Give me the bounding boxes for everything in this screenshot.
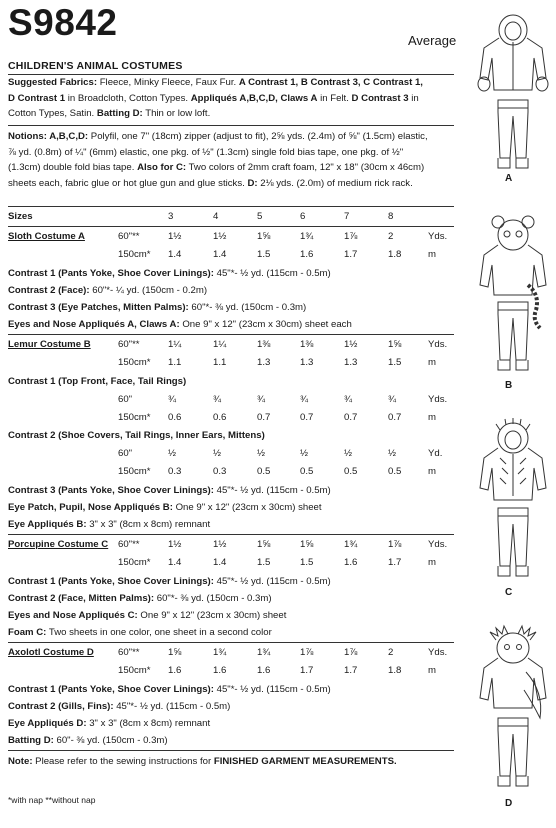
porcupine-foam: Foam C: Two sheets in one color, one sheet in a second color: [8, 627, 272, 638]
lemur-contrast-2: Contrast 2 (Shoe Covers, Tail Rings, Inner Ears, Mittens): [8, 430, 265, 441]
figure-label-a: A: [505, 173, 513, 184]
sloth-costume-illustration: [470, 8, 556, 178]
porcupine-yardage-row-2: 150cm* 1.4 1.4 1.5 1.5 1.6 1.7 m: [118, 557, 436, 568]
lemur-applique: Eye Patch, Pupil, Nose Appliqués B: One 9" x 12" (23cm x 30cm) sheet: [8, 502, 322, 513]
notions: Notions: A,B,C,D: Polyfil, one 7" (18cm) zipper (adjust to fit), 2⅝ yds. (2.4m) of ⅝" (1.5cm) elastic, ⅞ yd. (0.8m) of ¼" (6mm) elastic, one pkg. of ½" (1.3cm) single fold bias tape, one pkg. of ½" (1.3cm) double fold bias tape. Also for C: Two colors of 2mm craft foam, 12" x 18" (30cm x 46cm) sheets each, fabric glue or hot glue gun and glue sticks. D: 2⅛ yds. (2.0m) of medium rick rack.: [8, 131, 428, 189]
axolotl-contrast-1: Contrast 1 (Pants Yoke, Shoe Cover Linings): 45"*- ½ yd. (115cm - 0.5m): [8, 684, 331, 695]
lemur-yardage-row-2: 150cm* 1.1 1.1 1.3 1.3 1.3 1.5 m: [118, 357, 436, 368]
pattern-number: S9842: [8, 2, 118, 43]
axolotl-eye-applique: Eye Appliqués D: 3" x 3" (8cm x 8cm) remnant: [8, 718, 211, 729]
lemur-contrast-2-row-2: 150cm* 0.3 0.3 0.5 0.5 0.5 0.5 m: [118, 466, 436, 477]
fit-label: Average: [408, 33, 457, 48]
divider: [8, 334, 454, 335]
divider: [8, 642, 454, 643]
lemur-costume-illustration: [470, 210, 556, 382]
figure-label-d: D: [505, 798, 513, 809]
axolotl-yardage-row-2: 150cm* 1.6 1.6 1.6 1.7 1.7 1.8 m: [118, 665, 436, 676]
sloth-contrast-3: Contrast 3 (Eye Patches, Mitten Palms): 60"*- ⅜ yd. (150cm - 0.3m): [8, 302, 307, 313]
note: Note: Please refer to the sewing instructions for FINISHED GARMENT MEASUREMENTS.: [8, 756, 397, 767]
porcupine-yardage-row-1: Porcupine Costume C 60"** 1½ 1½ 1⅝ 1⅝ 1¾ 1⅞ Yds.: [8, 539, 448, 550]
axolotl-contrast-2: Contrast 2 (Gills, Fins): 45"*- ½ yd. (115cm - 0.5m): [8, 701, 231, 712]
footnote: *with nap **without nap: [8, 795, 96, 805]
porcupine-applique: Eyes and Nose Appliqués C: One 9" x 12" (23cm x 30cm) sheet: [8, 610, 287, 621]
divider: [8, 750, 454, 751]
lemur-contrast-1-row-2: 150cm* 0.6 0.6 0.7 0.7 0.7 0.7 m: [118, 412, 436, 423]
porcupine-contrast-1: Contrast 1 (Pants Yoke, Shoe Cover Linings): 45"*- ½ yd. (115cm - 0.5m): [8, 576, 331, 587]
lemur-contrast-2-row-1: 60" ½ ½ ½ ½ ½ ½ Yd.: [118, 448, 443, 459]
sloth-yardage-row-2: 150cm* 1.4 1.4 1.5 1.6 1.7 1.8 m: [118, 249, 436, 260]
page-title: CHILDREN'S ANIMAL COSTUMES: [8, 60, 183, 72]
porcupine-costume-illustration: [470, 416, 556, 588]
divider: [8, 226, 454, 227]
lemur-contrast-1-row-1: 60" ¾ ¾ ¾ ¾ ¾ ¾ Yds.: [118, 394, 448, 405]
axolotl-batting: Batting D: 60"- ⅜ yd. (150cm - 0.3m): [8, 735, 168, 746]
porcupine-contrast-2: Contrast 2 (Face, Mitten Palms): 60"*- ⅜ yd. (150cm - 0.3m): [8, 593, 272, 604]
sloth-yardage-row-1: Sloth Costume A 60"** 1½ 1½ 1⅝ 1¾ 1⅞ 2 Yds.: [8, 231, 448, 242]
lemur-yardage-row-1: Lemur Costume B 60"** 1¼ 1¼ 1⅜ 1⅜ 1½ 1⅝ Yds.: [8, 339, 448, 350]
axolotl-costume-illustration: [470, 622, 556, 800]
divider: [8, 206, 454, 207]
sloth-contrast-2: Contrast 2 (Face): 60"*- ¼ yd. (150cm - 0.2m): [8, 285, 208, 296]
suggested-fabrics: Suggested Fabrics: Fleece, Minky Fleece, Faux Fur. A Contrast 1, B Contrast 3, C Contrast 1, D Contrast 1 in Broadcloth, Cotton Types. Appliqués A,B,C,D, Claws A in Felt. D Contrast 3 in Cotton Types, Satin. Batting D: Thin or low loft.: [8, 77, 423, 119]
sizes-header-row: Sizes 3 4 5 6 7 8: [8, 211, 394, 222]
figure-label-c: C: [505, 587, 513, 598]
lemur-contrast-1: Contrast 1 (Top Front, Face, Tail Rings): [8, 376, 187, 387]
lemur-eye-applique: Eye Appliqués B: 3" x 3" (8cm x 8cm) remnant: [8, 519, 211, 530]
sloth-contrast-1: Contrast 1 (Pants Yoke, Shoe Cover Linings): 45"*- ½ yd. (115cm - 0.5m): [8, 268, 331, 279]
divider: [8, 534, 454, 535]
sloth-applique: Eyes and Nose Appliqués A, Claws A: One 9" x 12" (23cm x 30cm) sheet each: [8, 319, 352, 330]
divider: [8, 125, 454, 126]
lemur-contrast-3: Contrast 3 (Pants Yoke, Shoe Cover Linings): 45"*- ½ yd. (115cm - 0.5m): [8, 485, 331, 496]
figure-label-b: B: [505, 380, 513, 391]
axolotl-yardage-row-1: Axolotl Costume D 60"** 1⅝ 1¾ 1¾ 1⅞ 1⅞ 2 Yds.: [8, 647, 448, 658]
